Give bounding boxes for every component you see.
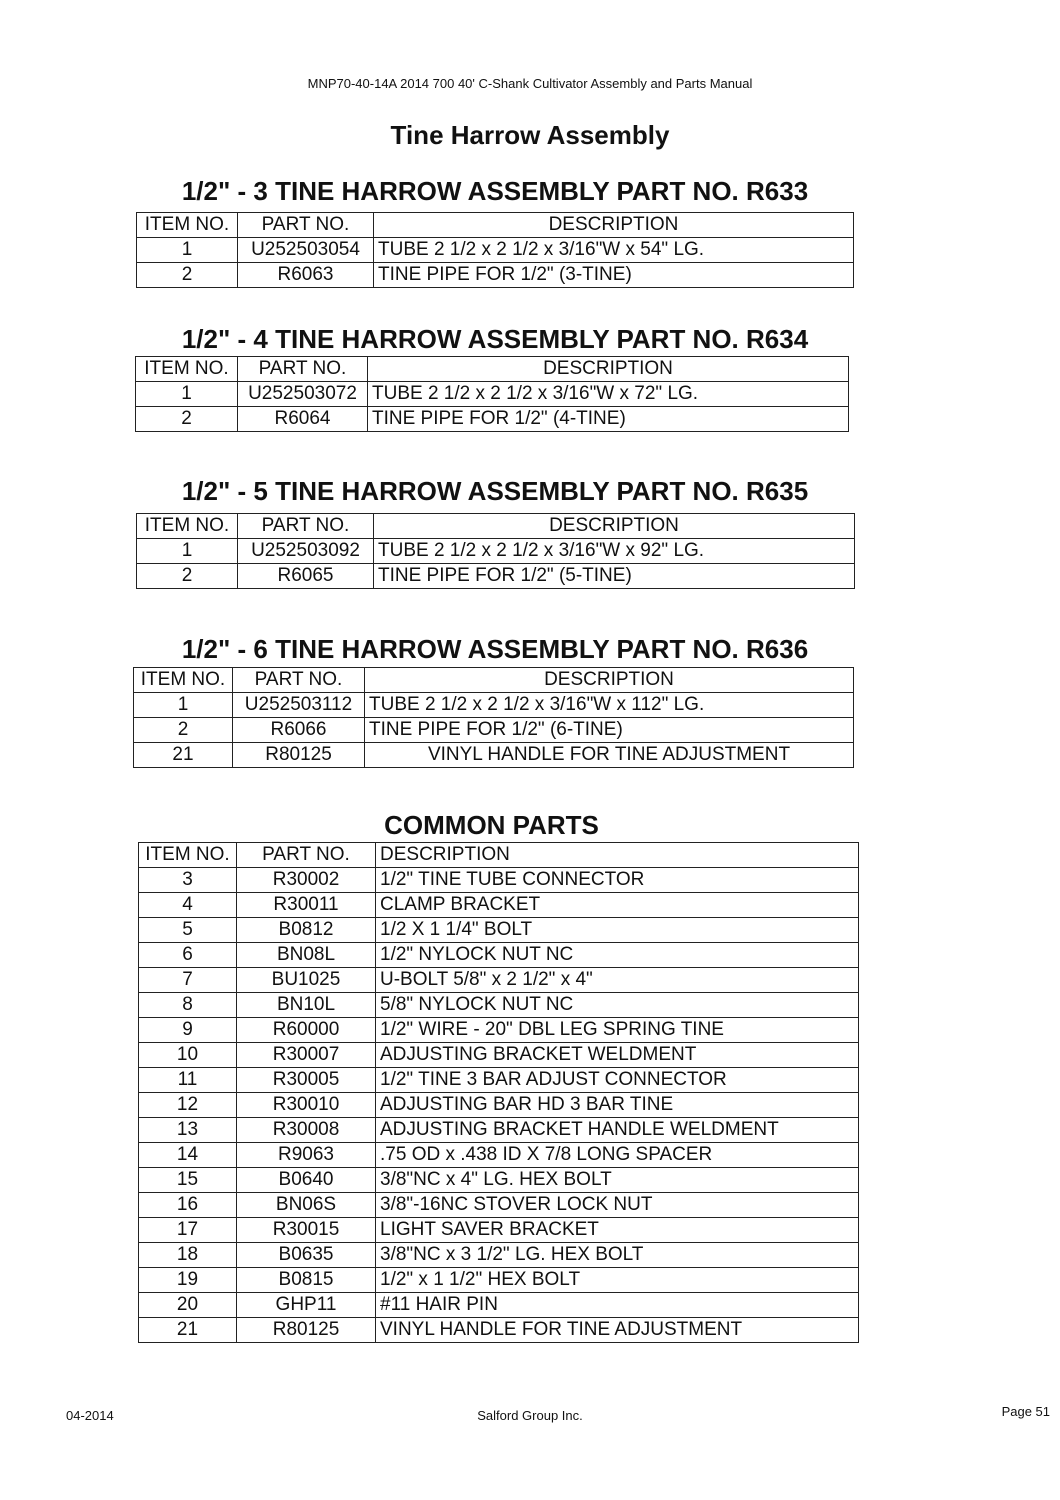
col-item-no: ITEM NO. [139, 843, 237, 868]
item-no: 7 [139, 968, 237, 993]
table-row [139, 893, 859, 918]
description: 1/2" TINE 3 BAR ADJUST CONNECTOR [376, 1068, 859, 1093]
table-row [139, 1043, 859, 1068]
item-no: 4 [139, 893, 237, 918]
description: TINE PIPE FOR 1/2" (5-TINE) [374, 564, 855, 589]
table-row [134, 743, 854, 768]
table-row [139, 1143, 859, 1168]
table-row [139, 1193, 859, 1218]
section-title-r633: 1/2" - 3 TINE HARROW ASSEMBLY PART NO. R633 [181, 176, 809, 206]
col-item-no: ITEM NO. [137, 213, 238, 238]
table-row [139, 868, 859, 893]
part-no: R80125 [233, 743, 365, 768]
table-header-row [137, 213, 854, 238]
col-item-no: ITEM NO. [136, 357, 238, 382]
item-no: 6 [139, 943, 237, 968]
description: VINYL HANDLE FOR TINE ADJUSTMENT [376, 1318, 859, 1343]
table-row [139, 1118, 859, 1143]
part-no: R30010 [237, 1093, 376, 1118]
description: 3/8"-16NC STOVER LOCK NUT [376, 1193, 859, 1218]
description: TUBE 2 1/2 x 2 1/2 x 3/16"W x 72" LG. [368, 382, 849, 407]
table-row [139, 943, 859, 968]
description: TUBE 2 1/2 x 2 1/2 x 3/16"W x 92" LG. [374, 539, 855, 564]
parts-table-common [138, 842, 859, 1343]
section-title-r634: 1/2" - 4 TINE HARROW ASSEMBLY PART NO. R634 [181, 324, 809, 354]
parts-table-r636 [133, 667, 854, 768]
part-no: R6063 [238, 263, 374, 288]
part-no: R6065 [238, 564, 374, 589]
parts-table-r633 [136, 212, 854, 288]
description: 5/8" NYLOCK NUT NC [376, 993, 859, 1018]
description: .75 OD x .438 ID X 7/8 LONG SPACER [376, 1143, 859, 1168]
item-no: 15 [139, 1168, 237, 1193]
description: TINE PIPE FOR 1/2" (3-TINE) [374, 263, 854, 288]
item-no: 9 [139, 1018, 237, 1043]
part-no: BU1025 [237, 968, 376, 993]
item-no: 2 [137, 263, 238, 288]
description: #11 HAIR PIN [376, 1293, 859, 1318]
part-no: R9063 [237, 1143, 376, 1168]
col-description: DESCRIPTION [374, 514, 855, 539]
parts-table-r634 [135, 356, 849, 432]
table-row [137, 564, 855, 589]
table-row [139, 1068, 859, 1093]
item-no: 5 [139, 918, 237, 943]
col-description: DESCRIPTION [365, 668, 854, 693]
description: TINE PIPE FOR 1/2" (4-TINE) [368, 407, 849, 432]
part-no: U252503072 [238, 382, 368, 407]
item-no: 2 [136, 407, 238, 432]
col-description: DESCRIPTION [376, 843, 859, 868]
part-no: R30011 [237, 893, 376, 918]
part-no: GHP11 [237, 1293, 376, 1318]
item-no: 1 [137, 539, 238, 564]
page-title: Tine Harrow Assembly [390, 120, 670, 150]
item-no: 10 [139, 1043, 237, 1068]
col-description: DESCRIPTION [374, 213, 854, 238]
item-no: 21 [134, 743, 233, 768]
description: 1/2" WIRE - 20" DBL LEG SPRING TINE [376, 1018, 859, 1043]
table-row [137, 238, 854, 263]
table-row [139, 1268, 859, 1293]
footer-page-number: Page 51 [1001, 1404, 1050, 1419]
section-title-common-parts: COMMON PARTS [384, 810, 599, 840]
table-row [136, 407, 849, 432]
part-no: BN06S [237, 1193, 376, 1218]
part-no: U252503092 [238, 539, 374, 564]
table-row [139, 918, 859, 943]
table-header-row [136, 357, 849, 382]
part-no: B0812 [237, 918, 376, 943]
description: 1/2 X 1 1/4" BOLT [376, 918, 859, 943]
description: TUBE 2 1/2 x 2 1/2 x 3/16"W x 54" LG. [374, 238, 854, 263]
footer-date: 04-2014 [66, 1408, 114, 1423]
col-part-no: PART NO. [238, 357, 368, 382]
description: U-BOLT 5/8" x 2 1/2" x 4" [376, 968, 859, 993]
item-no: 17 [139, 1218, 237, 1243]
description: 1/2" TINE TUBE CONNECTOR [376, 868, 859, 893]
part-no: BN08L [237, 943, 376, 968]
item-no: 1 [134, 693, 233, 718]
table-header-row [137, 514, 855, 539]
table-row [137, 539, 855, 564]
item-no: 18 [139, 1243, 237, 1268]
description: CLAMP BRACKET [376, 893, 859, 918]
col-item-no: ITEM NO. [134, 668, 233, 693]
item-no: 14 [139, 1143, 237, 1168]
table-header-row [139, 843, 859, 868]
description: VINYL HANDLE FOR TINE ADJUSTMENT [365, 743, 854, 768]
item-no: 21 [139, 1318, 237, 1343]
part-no: R30002 [237, 868, 376, 893]
section-title-r635: 1/2" - 5 TINE HARROW ASSEMBLY PART NO. R635 [181, 476, 809, 506]
table-row [134, 718, 854, 743]
description: LIGHT SAVER BRACKET [376, 1218, 859, 1243]
table-row [136, 382, 849, 407]
description: 1/2" x 1 1/2" HEX BOLT [376, 1268, 859, 1293]
item-no: 19 [139, 1268, 237, 1293]
table-row [139, 1093, 859, 1118]
table-row [137, 263, 854, 288]
footer-company: Salford Group Inc. [477, 1408, 583, 1423]
item-no: 13 [139, 1118, 237, 1143]
col-description: DESCRIPTION [368, 357, 849, 382]
part-no: B0635 [237, 1243, 376, 1268]
part-no: R80125 [237, 1318, 376, 1343]
part-no: R60000 [237, 1018, 376, 1043]
description: TINE PIPE FOR 1/2" (6-TINE) [365, 718, 854, 743]
part-no: U252503054 [238, 238, 374, 263]
item-no: 2 [137, 564, 238, 589]
table-row [134, 693, 854, 718]
item-no: 8 [139, 993, 237, 1018]
part-no: R6066 [233, 718, 365, 743]
part-no: B0815 [237, 1268, 376, 1293]
item-no: 3 [139, 868, 237, 893]
item-no: 1 [137, 238, 238, 263]
item-no: 11 [139, 1068, 237, 1093]
part-no: R30007 [237, 1043, 376, 1068]
parts-table-r635 [136, 513, 855, 589]
table-row [139, 1243, 859, 1268]
part-no: U252503112 [233, 693, 365, 718]
description: 1/2" NYLOCK NUT NC [376, 943, 859, 968]
table-row [139, 993, 859, 1018]
part-no: R30005 [237, 1068, 376, 1093]
description: ADJUSTING BAR HD 3 BAR TINE [376, 1093, 859, 1118]
table-row [139, 1293, 859, 1318]
part-no: B0640 [237, 1168, 376, 1193]
col-part-no: PART NO. [238, 514, 374, 539]
item-no: 20 [139, 1293, 237, 1318]
table-row [139, 1218, 859, 1243]
table-row [139, 1168, 859, 1193]
col-part-no: PART NO. [237, 843, 376, 868]
item-no: 16 [139, 1193, 237, 1218]
section-title-r636: 1/2" - 6 TINE HARROW ASSEMBLY PART NO. R636 [181, 634, 809, 664]
description: TUBE 2 1/2 x 2 1/2 x 3/16"W x 112" LG. [365, 693, 854, 718]
item-no: 12 [139, 1093, 237, 1118]
table-row [139, 968, 859, 993]
part-no: BN10L [237, 993, 376, 1018]
col-part-no: PART NO. [238, 213, 374, 238]
description: ADJUSTING BRACKET WELDMENT [376, 1043, 859, 1068]
table-header-row [134, 668, 854, 693]
table-row [139, 1018, 859, 1043]
description: 3/8"NC x 3 1/2" LG. HEX BOLT [376, 1243, 859, 1268]
col-part-no: PART NO. [233, 668, 365, 693]
table-row [139, 1318, 859, 1343]
part-no: R6064 [238, 407, 368, 432]
item-no: 1 [136, 382, 238, 407]
col-item-no: ITEM NO. [137, 514, 238, 539]
description: ADJUSTING BRACKET HANDLE WELDMENT [376, 1118, 859, 1143]
document-header: MNP70-40-14A 2014 700 40' C-Shank Cultivator Assembly and Parts Manual [307, 76, 753, 91]
item-no: 2 [134, 718, 233, 743]
part-no: R30008 [237, 1118, 376, 1143]
description: 3/8"NC x 4" LG. HEX BOLT [376, 1168, 859, 1193]
part-no: R30015 [237, 1218, 376, 1243]
